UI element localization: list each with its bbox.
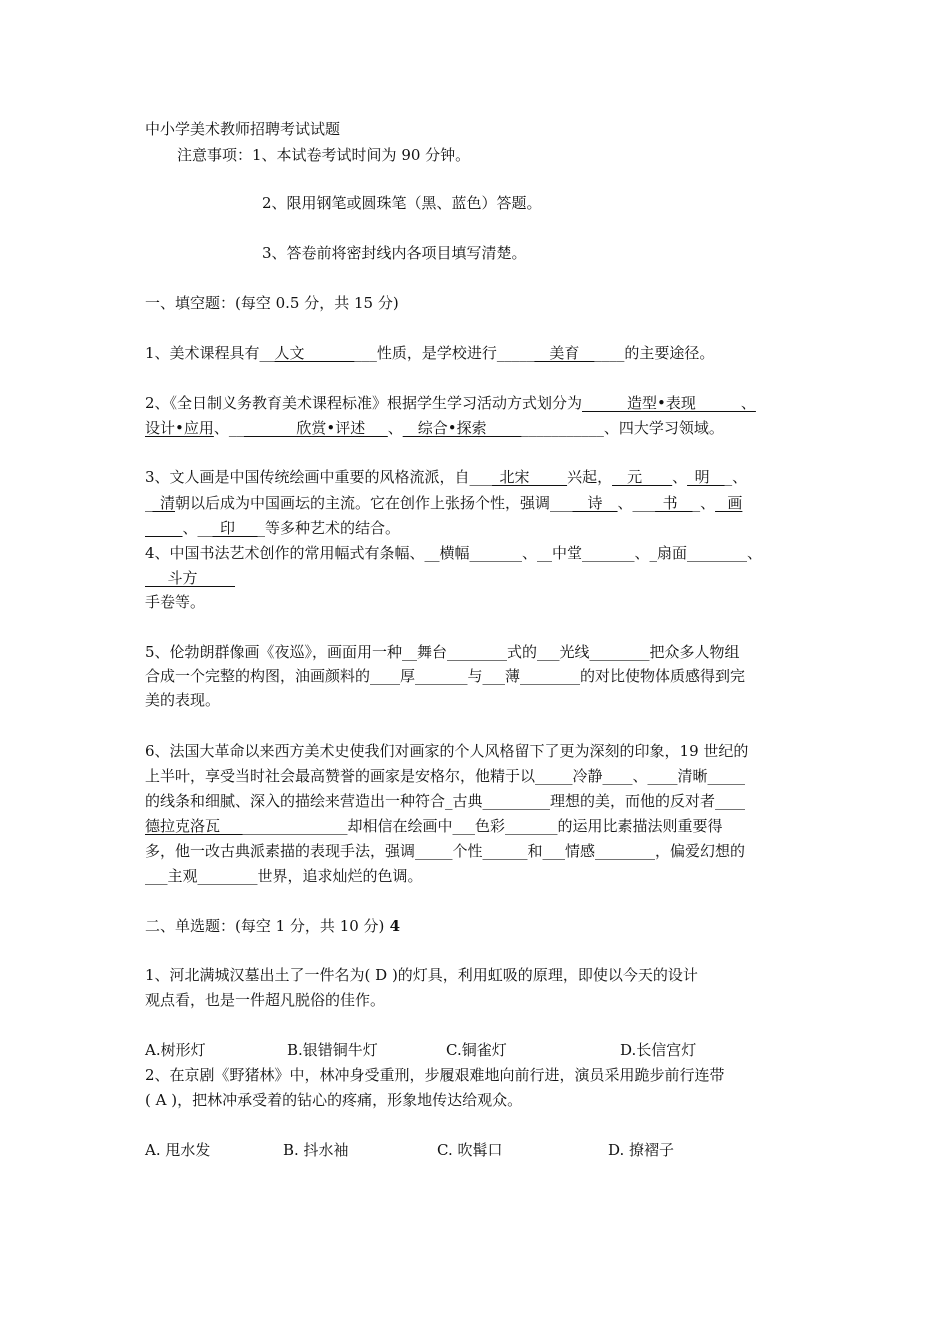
question-1-6-line-5: 多，他一改古典派素描的表现手法，强调_____个性______和___情感________，偏爱幻想的 — [145, 842, 746, 860]
answer-blank: __美育__ — [534, 344, 595, 362]
answer-blank: _____ — [145, 519, 183, 537]
option-a: A. 甩水发 — [145, 1141, 211, 1159]
answer-blank: _______欣赏•评述___ — [243, 419, 388, 437]
answer-blank: _ 画 — [715, 494, 743, 512]
page-title: 中小学美术教师招聘考试试题 — [145, 120, 341, 138]
question-1-2-line-2: 设计•应用、_________欣赏•评述___、__综合•探索 _______________、四大学习领域。 — [145, 419, 724, 437]
question-1-2-line-1: 2、《全日制义务教育美术课程标准》根据学生学习活动方式划分为______造型•表现______、 — [145, 394, 756, 412]
note-2: 2、限用钢笔或圆珠笔（黑、蓝色）答题。 — [262, 194, 542, 212]
option-b: B. 抖水袖 — [283, 1141, 349, 1159]
answer-blank: 德拉克洛瓦___ — [145, 817, 243, 835]
note-1: 注意事项：1、本试卷考试时间为 90 分钟。 — [177, 146, 471, 164]
question-1-6-line-2: 上半叶，享受当时社会最高赞誉的画家是安格尔，他精于以_____冷静____、____清晰_____ — [145, 767, 746, 785]
question-1-6-line-3: 的线条和细腻、深入的描绘来营造出一种符合_古典_________理想的美，而他的反对者____ — [145, 792, 746, 810]
answer-blank: _清 — [152, 494, 176, 512]
note-3: 3、答卷前将密封线内各项目填写清楚。 — [262, 244, 527, 262]
question-1-3-line-1: 3、文人画是中国传统绘画中重要的风格流派，自____北宋_____兴起，__元____、_明___、 — [145, 468, 748, 486]
question-1-6-line-1: 6、法国大革命以来西方美术史使我们对画家的个人风格留下了更为深刻的印象，19 世纪的 — [145, 742, 749, 760]
question-2-1-line-2: 观点看，也是一件超凡脱俗的佳作。 — [145, 991, 386, 1009]
question-1-1: 1、美术课程具有__人文 _________性质，是学校进行_______美育______的主要途径。 — [145, 344, 715, 362]
answer-blank: _明__ — [687, 468, 725, 486]
option-d: D. 撩褶子 — [608, 1141, 675, 1159]
question-2-2-line-1: 2、在京剧《野猪林》中，林冲身受重刑，步履艰难地向前行进，演员采用跪步前行连带 — [145, 1066, 725, 1084]
question-1-6-line-4: 德拉克洛瓦_________________却相信在绘画中___色彩_______的运用比素描法则重要得 — [145, 817, 723, 835]
question-1-4-line-1: 4、中国书法艺术创作的常用幅式有条幅、__横幅_______、__中堂_______、_扇面________、 — [145, 544, 763, 562]
answer-blank: 人文 ______ — [274, 344, 355, 362]
question-2-2-line-2: ( A )，把林冲承受着的钻心的疼痛，形象地传达给观众。 — [145, 1091, 523, 1109]
answer-blank: _北宋_____ — [492, 468, 568, 486]
section-2-heading: 二、单选题：(每空 1 分，共 10 分) 4 — [145, 917, 401, 935]
answer-blank: __元____ — [612, 468, 673, 486]
option-c: C. 吹髯口 — [437, 1141, 503, 1159]
answer-blank: _印___ — [212, 519, 258, 537]
option-d: D.长信宫灯 — [620, 1041, 697, 1059]
answer-blank: 设计•应用 — [145, 419, 214, 437]
answer-blank: ______造型•表现______、 — [582, 394, 756, 412]
answer-blank: __诗__ — [572, 494, 618, 512]
question-1-4-line-2: ___斗方_____ — [145, 569, 236, 587]
question-2-1-line-1: 1、河北满城汉墓出土了一件名为( D )的灯具，利用虹吸的原理，即使以今天的设计 — [145, 966, 698, 984]
question-1-5-line-2: 合成一个完整的构图，油画颜料的____厚_______与___薄________的对比使物体质感得到完 — [145, 667, 746, 685]
question-1-3-line-2: __清朝以后成为中国画坛的主流。它在创作上张扬个性，强调_____诗__、____书___、_ 画 — [145, 494, 743, 512]
option-a: A.树形灯 — [145, 1041, 206, 1059]
question-1-5-line-1: 5、伦勃朗群像画《夜巡》，画面用一种__舞台________式的___光线________把众多人物组 — [145, 643, 740, 661]
option-c: C.铜雀灯 — [446, 1041, 507, 1059]
heading-mark: 4 — [384, 917, 401, 935]
option-b: B.银错铜牛灯 — [287, 1041, 378, 1059]
question-1-4-line-3: 手卷等。 — [145, 593, 206, 611]
question-1-3-line-3: _____、___印____等多种艺术的结合。 — [145, 519, 401, 537]
answer-blank: __综合•探索 ____ — [402, 419, 522, 437]
question-1-6-line-6: ___主观________世界，追求灿烂的色调。 — [145, 867, 423, 885]
answer-blank: _书__ — [655, 494, 693, 512]
question-1-5-line-3: 美的表现。 — [145, 691, 221, 709]
section-1-heading: 一、填空题：(每空 0.5 分，共 15 分) — [145, 294, 399, 312]
